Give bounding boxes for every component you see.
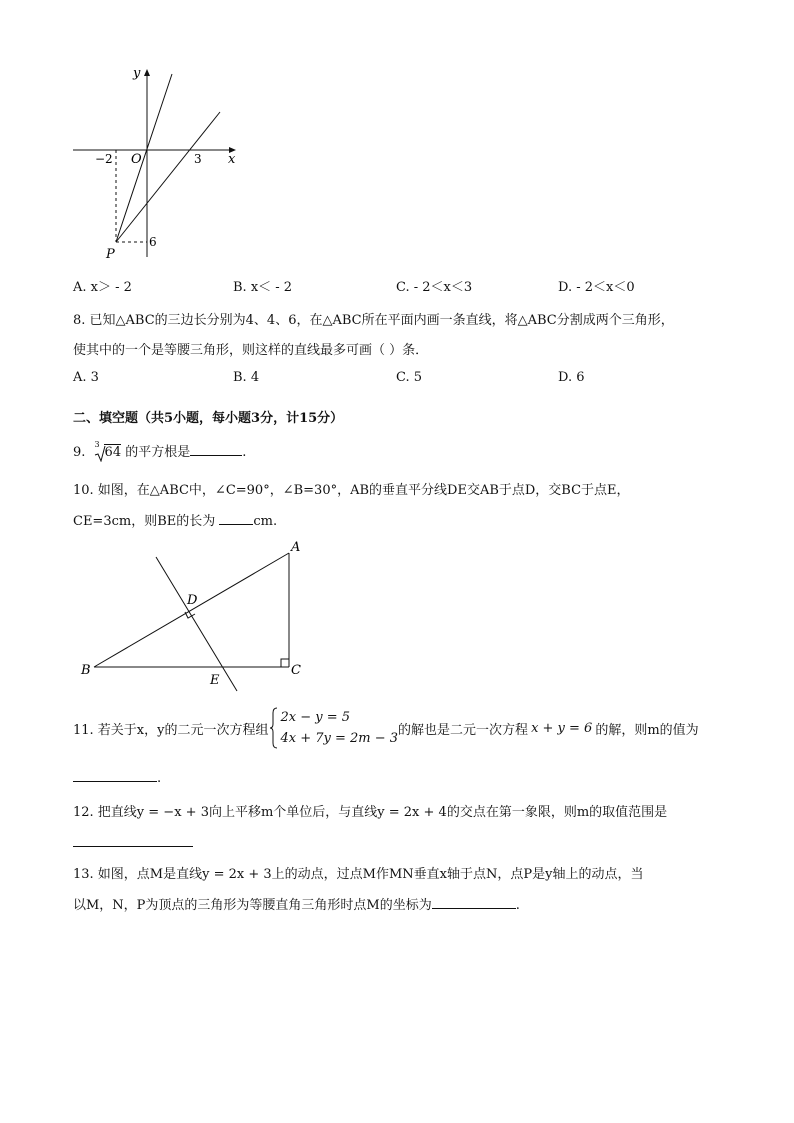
radical-sign-icon bbox=[94, 445, 106, 462]
q9-text: 的平方根是 bbox=[125, 445, 191, 460]
q11-answer bbox=[73, 769, 161, 786]
vertex-c-label: C bbox=[291, 663, 301, 678]
q8-line1: 8. 已知△ABC的三边长分别为4、4、6，在△ABC所在平面内画一条直线，将△ABC分割成两个三角形， bbox=[73, 313, 674, 328]
brace-icon bbox=[270, 707, 278, 749]
q8-line2: 使其中的一个是等腰三角形，则这样的直线最多可画（ ）条． bbox=[73, 343, 429, 358]
q12-line: 12. 把直线y = −x + 3向上平移m个单位后，与直线y = 2x + 4的交点在第一象限，则m的取值范围是 bbox=[73, 805, 668, 820]
six-label: 6 bbox=[149, 235, 157, 249]
q8-option-c: C. 5 bbox=[396, 370, 423, 385]
q13-line2 bbox=[73, 894, 520, 913]
equation-1: 2x − y = 5 bbox=[280, 710, 351, 725]
y-axis-arrow bbox=[144, 69, 150, 76]
radicand: 64 bbox=[104, 445, 122, 460]
q11-pre: 11. 若关于x，y的二元一次方程组 bbox=[73, 722, 269, 738]
q8-option-d: D. 6 bbox=[558, 370, 585, 385]
q7-option-c: C. - 2＜x＜3 bbox=[396, 280, 473, 295]
vertex-a-label: A bbox=[291, 540, 301, 555]
equation-3: x + y = 6 bbox=[531, 720, 593, 736]
radical-index: 3 bbox=[94, 440, 100, 449]
steep-line bbox=[116, 74, 172, 242]
neg2-label: −2 bbox=[95, 152, 113, 166]
q7-option-d: D. - 2＜x＜0 bbox=[558, 280, 635, 295]
side-ab bbox=[94, 553, 289, 667]
q7-option-b: B. x＜ - 2 bbox=[233, 280, 293, 295]
q11-line1 bbox=[73, 707, 699, 749]
q8-option-b: B. 4 bbox=[233, 370, 260, 385]
right-angle-mark-c bbox=[281, 659, 289, 667]
q10-text: CE=3cm，则BE的长为 bbox=[73, 514, 216, 529]
q11-end: . bbox=[157, 771, 162, 786]
q10-blank[interactable] bbox=[219, 512, 253, 525]
cube-root bbox=[94, 440, 122, 460]
q10-line2 bbox=[73, 510, 277, 529]
q10-unit: cm. bbox=[253, 514, 278, 529]
point-e-label: E bbox=[210, 673, 220, 688]
line-through-3 bbox=[116, 112, 220, 242]
q13-blank[interactable] bbox=[432, 896, 516, 909]
q12-blank[interactable] bbox=[73, 834, 193, 847]
q9 bbox=[73, 441, 246, 460]
q13-end: . bbox=[515, 898, 520, 913]
y-axis-label: y bbox=[133, 66, 141, 81]
three-label: 3 bbox=[194, 152, 202, 166]
triangle-figure bbox=[75, 535, 315, 695]
vertex-b-label: B bbox=[81, 663, 91, 678]
q11-blank[interactable] bbox=[73, 769, 157, 782]
q9-end: . bbox=[242, 445, 247, 460]
q11-post: 的解，则m的值为 bbox=[595, 722, 699, 738]
coordinate-graph bbox=[68, 62, 248, 262]
q7-option-a: A. x＞ - 2 bbox=[73, 280, 132, 295]
origin-label: O bbox=[131, 152, 142, 167]
equation-2: 4x + 7y = 2m − 3 bbox=[280, 731, 399, 746]
q13-text: 以M，N，P为顶点的三角形为等腰直角三角形时点M的坐标为 bbox=[73, 898, 432, 913]
q13-line1: 13. 如图，点M是直线y = 2x + 3上的动点，过点M作MN垂直x轴于点N，点P是y轴上的动点，当 bbox=[73, 867, 644, 882]
equation-system bbox=[280, 707, 398, 749]
q9-number: 9. bbox=[73, 445, 86, 460]
q9-blank[interactable] bbox=[190, 443, 242, 456]
point-d-label: D bbox=[187, 593, 198, 608]
section-title: 二、填空题（共5小题，每小题3分，计15分） bbox=[73, 411, 344, 426]
x-axis-label: x bbox=[228, 152, 236, 167]
p-label: P bbox=[106, 247, 115, 262]
q11-mid: 的解也是二元一次方程 bbox=[398, 722, 529, 738]
q10-line1: 10. 如图，在△ABC中，∠C=90°，∠B=30°，AB的垂直平分线DE交AB于点D，交BC于点E， bbox=[73, 483, 630, 498]
q8-option-a: A. 3 bbox=[73, 370, 99, 385]
